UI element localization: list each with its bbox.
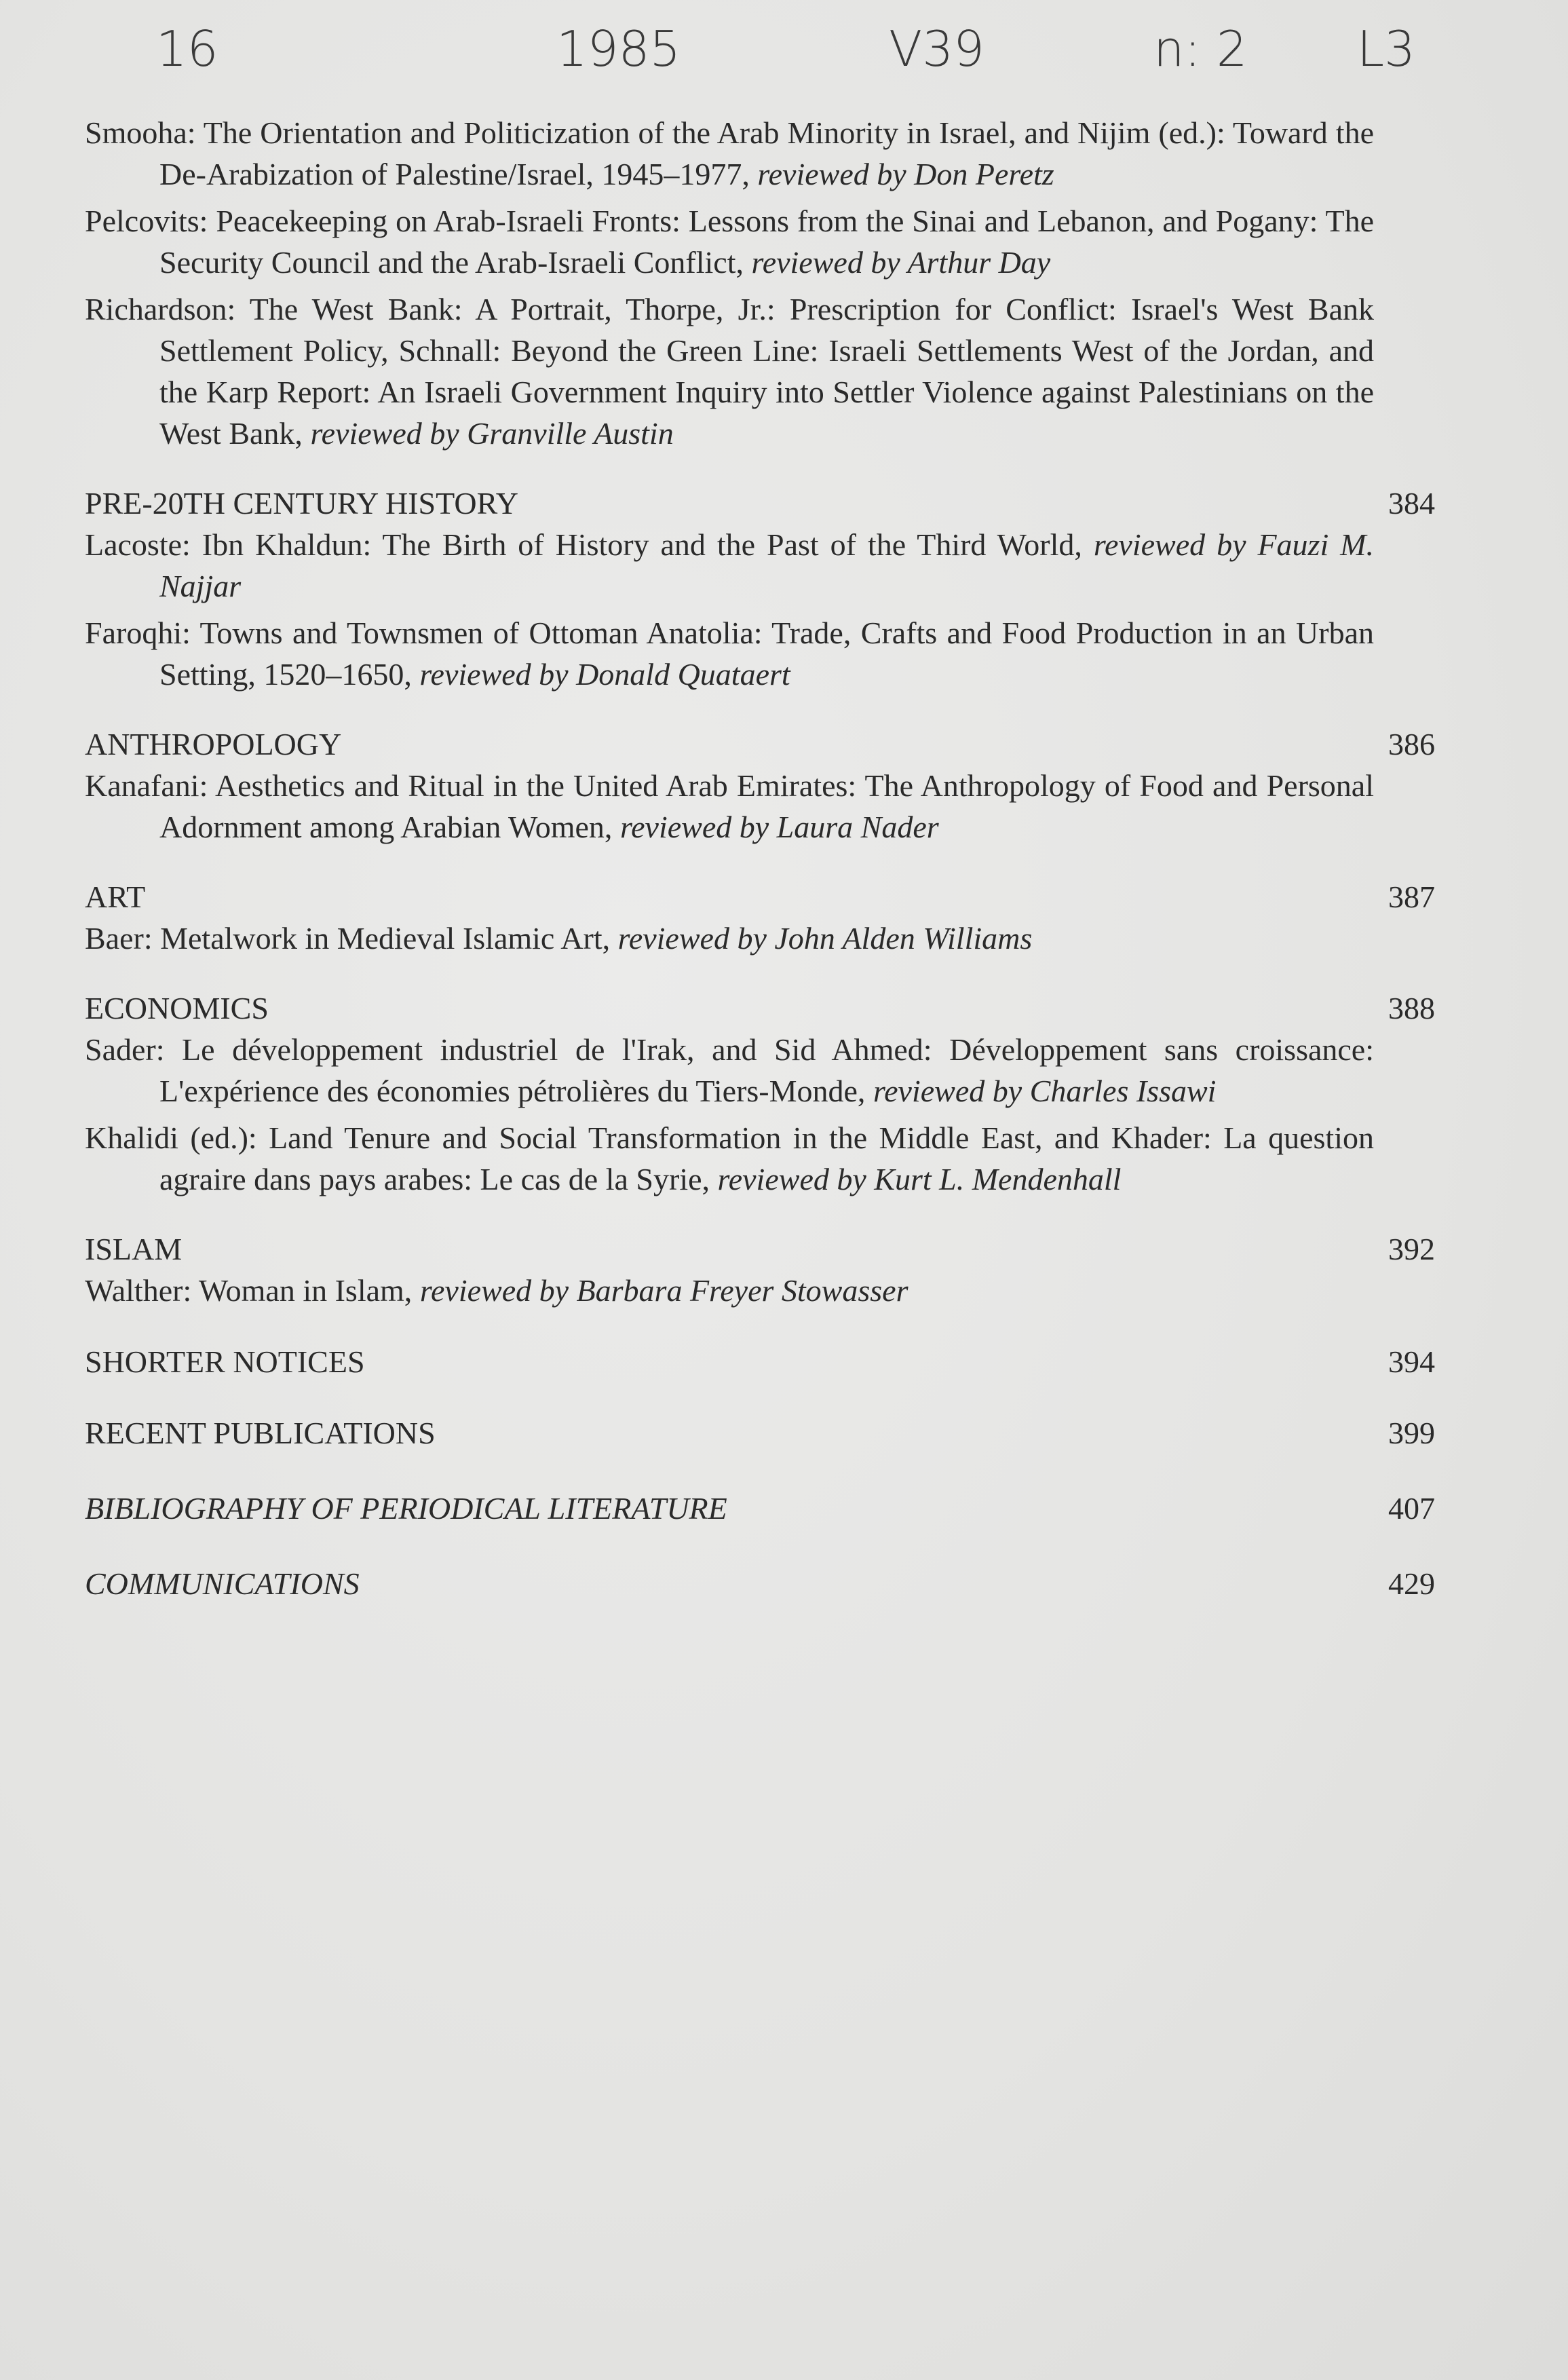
section-heading: RECENT PUBLICATIONS 399 [85, 1412, 1435, 1454]
handwritten-year: 1985 [556, 20, 681, 77]
toc-entry: Walther: Woman in Islam, reviewed by Barbara Freyer Stowasser [85, 1273, 909, 1308]
page-number: 394 [1388, 1344, 1435, 1379]
toc-entry: Lacoste: Ibn Khaldun: The Birth of History and the Past of the Third World, reviewed by Fauzi M. Najjar [85, 527, 1374, 603]
section-heading: ANTHROPOLOGY 386 [85, 723, 1435, 765]
toc-entry: Richardson: The West Bank: A Portrait, Thorpe, Jr.: Prescription for Conflict: Israel's West Bank Settlement Policy, Schnall: Beyond the Green Line: Israeli Settlements West of the Jordan, and the Karp Report: An Israeli Government Inquiry into Settler Violence against Palestinians on the West Bank, reviewed by Granville Austin [85, 292, 1374, 451]
toc-entry: Faroqhi: Towns and Townsmen of Ottoman Anatolia: Trade, Crafts and Food Production in an Urban Setting, 1520–1650, reviewed by Donald Quataert [85, 616, 1374, 692]
handwritten-volume: V39 [889, 20, 984, 77]
section-heading: ECONOMICS 388 [85, 987, 1435, 1029]
page-number: 429 [1388, 1566, 1435, 1601]
toc-entry: Baer: Metalwork in Medieval Islamic Art, reviewed by John Alden Williams [85, 921, 1033, 956]
section-heading: BIBLIOGRAPHY OF PERIODICAL LITERATURE 407 [85, 1488, 1435, 1529]
section-heading: COMMUNICATIONS 429 [85, 1563, 1435, 1604]
handwritten-issue: n: 2 [1153, 20, 1248, 77]
page-number: 392 [1388, 1232, 1435, 1266]
page-number: 387 [1388, 880, 1435, 914]
section-heading: SHORTER NOTICES 394 [85, 1341, 1435, 1382]
toc-entry: Pelcovits: Peacekeeping on Arab-Israeli Fronts: Lessons from the Sinai and Lebanon, and Pogany: The Security Council and the Arab-Israeli Conflict, reviewed by Arthur Day [85, 204, 1374, 280]
section-heading: ART 387 [85, 876, 1435, 918]
toc-entry: Sader: Le développement industriel de l'Irak, and Sid Ahmed: Développement sans croissance: L'expérience des économies pétrolières du Tiers-Monde, reviewed by Charles Issawi [85, 1032, 1374, 1108]
page-number: 384 [1388, 486, 1435, 521]
page-number: 388 [1388, 991, 1435, 1025]
handwritten-code: L3 [1357, 20, 1415, 77]
section-heading: PRE-20TH CENTURY HISTORY 384 [85, 483, 1435, 524]
handwritten-annotation [0, 20, 1568, 95]
toc-entry: Kanafani: Aesthetics and Ritual in the United Arab Emirates: The Anthropology of Food and Personal Adornment among Arabian Women, reviewed by Laura Nader [85, 768, 1374, 844]
page-number: 399 [1388, 1416, 1435, 1450]
toc-entry: Khalidi (ed.): Land Tenure and Social Transformation in the Middle East, and Khader: La question agraire dans pays arabes: Le cas de la Syrie, reviewed by Kurt L. Mendenhall [85, 1120, 1374, 1196]
page-number: 386 [1388, 727, 1435, 761]
toc-entry: Smooha: The Orientation and Politicization of the Arab Minority in Israel, and Nijim (ed.): Toward the De-Arabization of Palestine/Israel, 1945–1977, reviewed by Don Peretz [85, 115, 1374, 191]
table-of-contents [85, 112, 1442, 1604]
section-heading: ISLAM 392 [85, 1228, 1435, 1270]
page-number: 407 [1388, 1491, 1435, 1526]
handwritten-volume-number: 16 [156, 20, 218, 77]
